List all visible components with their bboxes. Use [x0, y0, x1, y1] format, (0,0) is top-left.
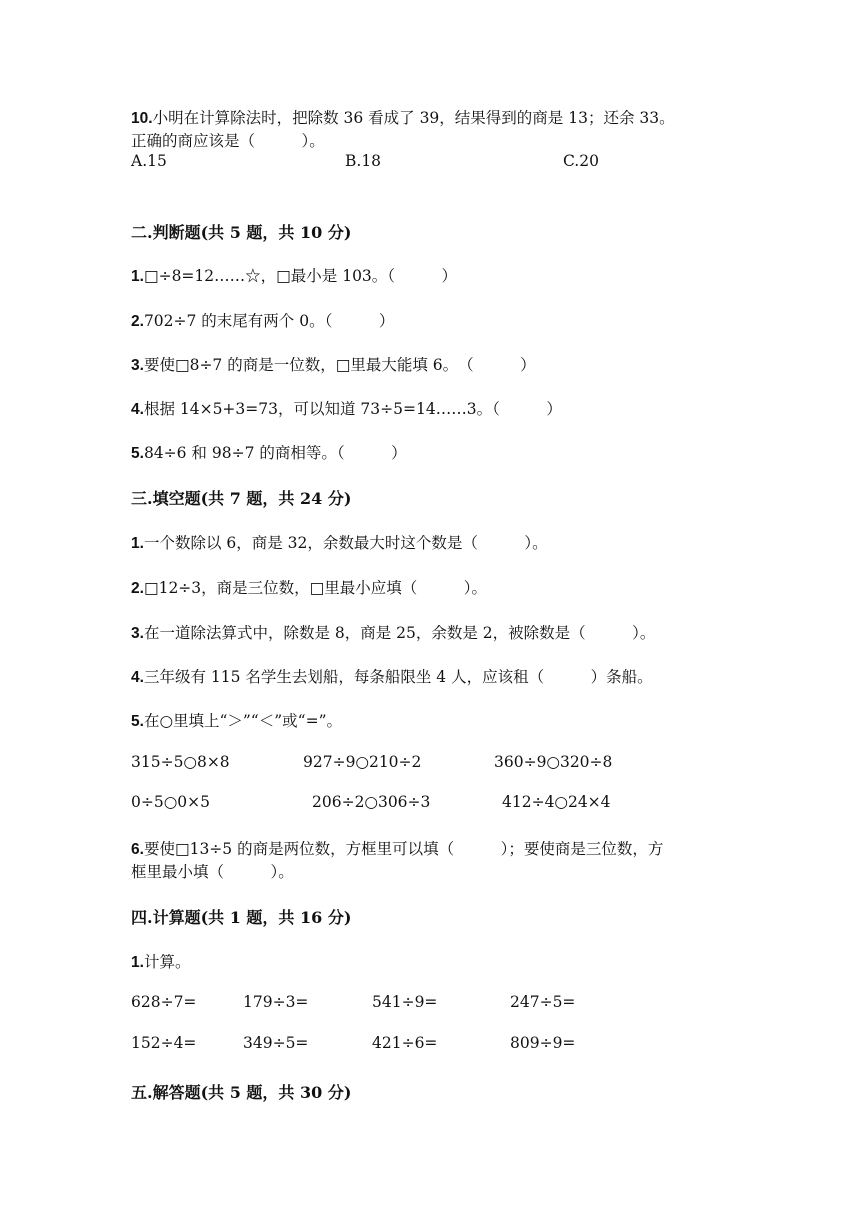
item-text: 要使□13÷5 的商是两位数，方框里可以填（ ）；要使商是三位数，方 — [143, 840, 664, 858]
calc-expression: 152÷4= — [131, 1034, 197, 1052]
item-text: 在一道除法算式中，除数是 8，商是 25，余数是 2，被除数是（ ）。 — [143, 624, 656, 642]
question-number: 10. — [131, 110, 153, 127]
compare-expression: 206÷2○306÷3 — [312, 793, 431, 811]
section-4-heading: 四.计算题(共 1 题，共 16 分) — [131, 908, 352, 927]
calc-expression: 421÷6= — [372, 1034, 438, 1052]
judge-item-1 — [131, 264, 457, 286]
item-text: 计算。 — [143, 953, 191, 971]
item-text: 84÷6 和 98÷7 的商相等。（ ） — [143, 444, 407, 462]
item-text: 一个数除以 6，商是 32，余数最大时这个数是（ ）。 — [143, 534, 548, 552]
fill-item-1 — [131, 531, 548, 553]
item-text: □÷8=12……☆，□最小是 103。（ ） — [143, 267, 458, 285]
item-text: □12÷3，商是三位数，□里最小应填（ ）。 — [143, 579, 488, 597]
judge-item-3 — [131, 353, 536, 375]
calc-expression: 628÷7= — [131, 993, 197, 1011]
fill-item-5 — [131, 709, 342, 731]
section-5-heading: 五.解答题(共 5 题，共 30 分) — [131, 1083, 352, 1102]
calc-expression: 541÷9= — [372, 993, 438, 1011]
option-b: B.18 — [345, 152, 382, 170]
compare-expression: 315÷5○8×8 — [131, 753, 230, 771]
section-2-heading: 二.判断题(共 5 题，共 10 分) — [131, 223, 352, 242]
judge-item-4 — [131, 397, 562, 419]
item-text: 要使□8÷7 的商是一位数，□里最大能填 6。 （ ） — [143, 356, 536, 374]
question-10-line2: 正确的商应该是（ ）。 — [131, 132, 325, 150]
question-10 — [131, 106, 675, 128]
item-number: 4. — [131, 401, 144, 418]
fill-item-4 — [131, 665, 653, 687]
compare-expression: 0÷5○0×5 — [131, 793, 210, 811]
item-text: 在○里填上“＞”“＜”或“=”。 — [143, 712, 342, 730]
question-text: 小明在计算除法时，把除数 36 看成了 39，结果得到的商是 13；还余 33。 — [152, 109, 675, 127]
section-3-heading: 三.填空题(共 7 题，共 24 分) — [131, 489, 352, 508]
option-c: C.20 — [563, 152, 599, 170]
compare-expression: 412÷4○24×4 — [502, 793, 611, 811]
item-text: 根据 14×5+3=73，可以知道 73÷5=14……3。（ ） — [143, 400, 562, 418]
item-number: 1. — [131, 268, 144, 285]
item-number: 1. — [131, 954, 144, 971]
item-text: 三年级有 115 名学生去划船，每条船限坐 4 人，应该租（ ）条船。 — [143, 668, 653, 686]
calc-item-1 — [131, 950, 190, 972]
compare-expression: 927÷9○210÷2 — [303, 753, 422, 771]
item-number: 1. — [131, 535, 144, 552]
item-number: 3. — [131, 625, 144, 642]
item-number: 4. — [131, 669, 144, 686]
fill-item-3 — [131, 621, 655, 643]
judge-item-2 — [131, 309, 394, 331]
calc-expression: 247÷5= — [510, 993, 576, 1011]
fill-item-6-line2: 框里最小填（ ）。 — [131, 863, 294, 881]
judge-item-5 — [131, 441, 407, 463]
compare-expression: 360÷9○320÷8 — [494, 753, 613, 771]
item-number: 6. — [131, 841, 144, 858]
option-a: A.15 — [131, 152, 167, 170]
calc-expression: 349÷5= — [243, 1034, 309, 1052]
calc-expression: 809÷9= — [510, 1034, 576, 1052]
fill-item-6 — [131, 837, 663, 859]
fill-item-2 — [131, 576, 487, 598]
item-number: 2. — [131, 580, 144, 597]
item-number: 3. — [131, 357, 144, 374]
item-text: 702÷7 的末尾有两个 0。（ ） — [143, 312, 395, 330]
calc-expression: 179÷3= — [243, 993, 309, 1011]
item-number: 2. — [131, 313, 144, 330]
item-number: 5. — [131, 445, 144, 462]
item-number: 5. — [131, 713, 144, 730]
